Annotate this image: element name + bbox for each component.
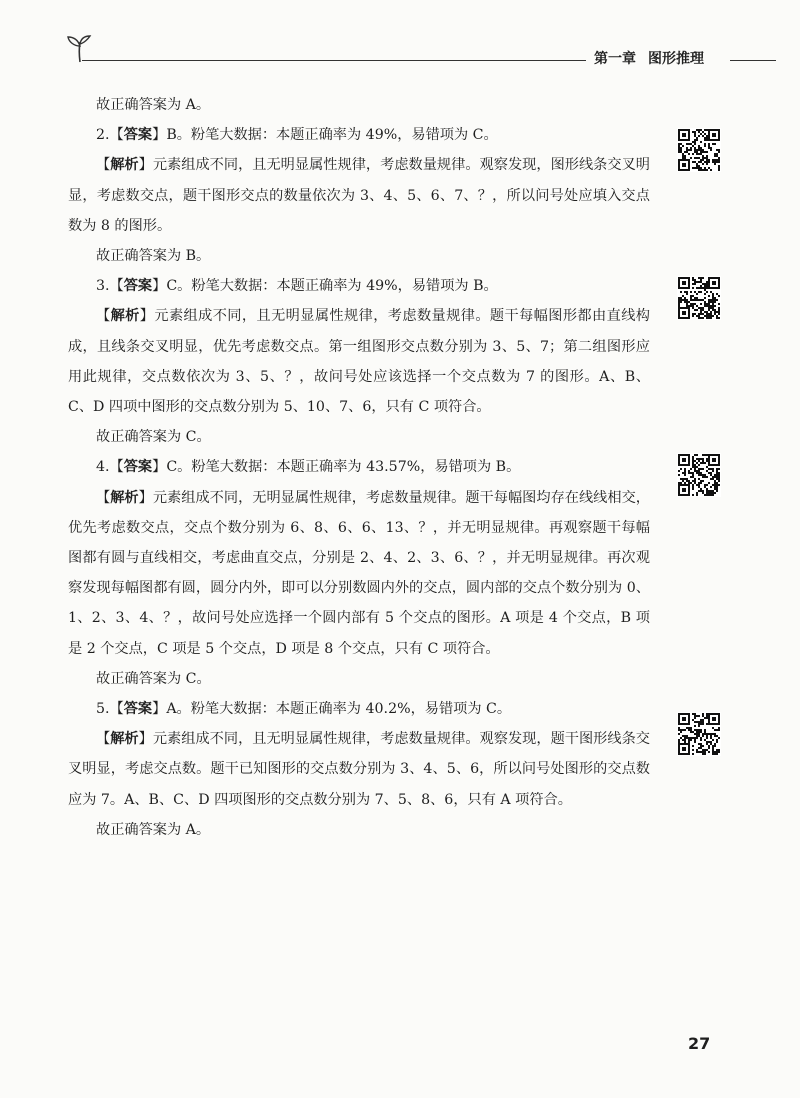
chapter-title <box>594 48 704 68</box>
chapter-number: 第一章 <box>594 51 636 67</box>
q4-conclusion: 故正确答案为 C。 <box>96 670 211 687</box>
q3-conclusion: 故正确答案为 C。 <box>96 429 211 446</box>
q4-answer: 4.【答案】C。粉笔大数据：本题正确率为 43.57%，易错项为 B。 <box>96 459 521 476</box>
qr-code-icon[interactable] <box>677 128 721 172</box>
q3-answer: 3.【答案】C。粉笔大数据：本题正确率为 49%，易错项为 B。 <box>96 278 498 295</box>
q3-analysis: 【解析】元素组成不同，且无明显属性规律，考虑数量规律。题干每幅图形都由直线构成，且线条交叉明显，优先考虑数交点。第一组图形交点数分别为 3、5、7；第二组图形应用此规律，交点数依次为 3、5、？，故问号处应该选择一个交点数为 7 的图形。A、B、C、D 四项中图形的交点数分别为 5、10、7、6，只有 C 项符合。 <box>68 308 650 416</box>
header-rule-right <box>730 60 776 61</box>
q2-conclusion: 故正确答案为 B。 <box>96 248 211 265</box>
q5-conclusion: 故正确答案为 A。 <box>96 821 211 838</box>
q5-answer: 5.【答案】A。粉笔大数据：本题正确率为 40.2%，易错项为 C。 <box>96 701 512 718</box>
header-rule <box>82 60 586 61</box>
answer-content <box>68 90 650 845</box>
q1-conclusion: 故正确答案为 A。 <box>96 97 211 113</box>
qr-code-icon[interactable] <box>677 276 721 320</box>
q5-analysis: 【解析】元素组成不同，且无明显属性规律，考虑数量规律。观察发现，题干图形线条交叉明显，考虑交点数。题干已知图形的交点数分别为 3、4、5、6，所以问号处图形的交点数应为 7。A、B、C、D 四项图形的交点数分别为 7、5、8、6，只有 A 项符合。 <box>68 731 650 808</box>
qr-code-icon[interactable] <box>677 453 721 497</box>
page-number: 27 <box>688 1034 711 1053</box>
qr-code-icon[interactable] <box>677 712 721 756</box>
q4-analysis: 【解析】元素组成不同，无明显属性规律，考虑数量规律。题干每幅图均存在线线相交，优先考虑数交点，交点个数分别为 6、8、6、6、13、？，并无明显规律。再观察题干每幅图都有圆与直线相交，考虑曲直交点，分别是 2、4、2、3、6、？，并无明显规律。再次观察发现每幅图都有圆，圆分内外，即可以分别数圆内外的交点，圆内部的交点个数分别为 0、1、2、3、4、？，故问号处应选择一个圆内部有 5 个交点的图形。A 项是 4 个交点，B 项是 2 个交点，C 项是 5 个交点，D 项是 8 个交点，只有 C 项符合。 <box>68 489 650 657</box>
page-header <box>0 0 800 80</box>
chapter-section: 图形推理 <box>648 51 704 67</box>
q2-analysis: 【解析】元素组成不同，且无明显属性规律，考虑数量规律。观察发现，图形线条交叉明显，考虑数交点，题干图形交点的数量依次为 3、4、5、6、7、？，所以问号处应填入交点数为 8 的图形。 <box>68 157 650 234</box>
q2-answer: 2.【答案】B。粉笔大数据：本题正确率为 49%，易错项为 C。 <box>96 127 498 144</box>
